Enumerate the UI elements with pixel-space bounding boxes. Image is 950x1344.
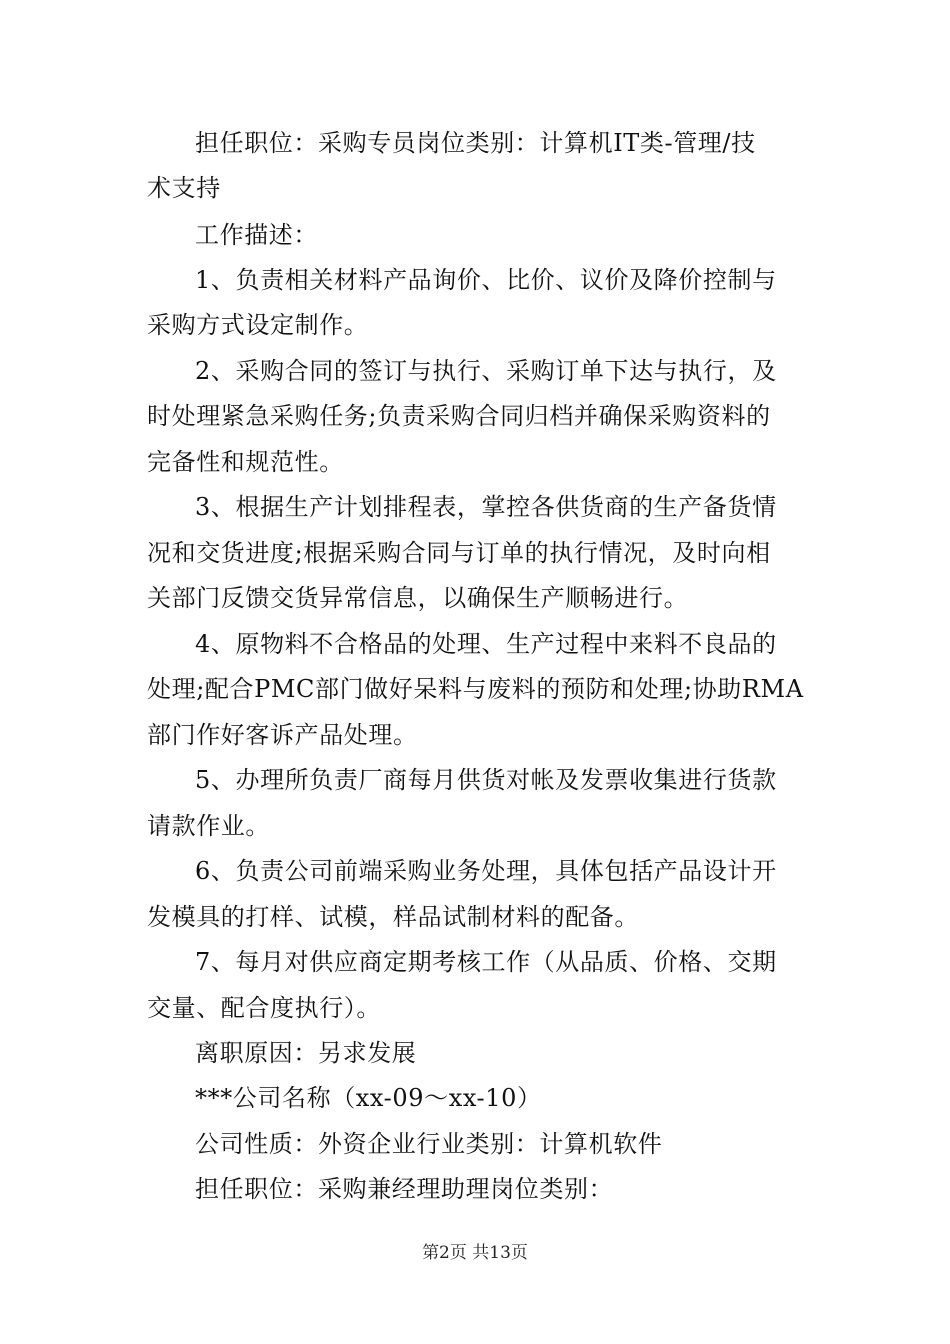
text-line: 术支持 xyxy=(147,174,221,202)
text-line: 4、原物料不合格品的处理、生产过程中来料不良品的 xyxy=(195,630,777,658)
text-line: 部门作好客诉产品处理。 xyxy=(147,721,418,749)
text-line: 7、每月对供应商定期考核工作（从品质、价格、交期 xyxy=(195,948,777,976)
text-line: 处理;配合PMC部门做好呆料与废料的预防和处理;协助RMA xyxy=(147,675,804,703)
text-line: 担任职位：采购兼经理助理岗位类别： xyxy=(195,1175,614,1203)
text-line: 6、负责公司前端采购业务处理，具体包括产品设计开 xyxy=(195,857,777,885)
text-line: 离职原因：另求发展 xyxy=(195,1039,417,1067)
text-line: 3、根据生产计划排程表，掌控各供货商的生产备货情 xyxy=(195,493,777,521)
text-line: 时处理紧急采购任务;负责采购合同归档并确保采购资料的 xyxy=(147,402,771,430)
text-line: 完备性和规范性。 xyxy=(147,448,344,476)
text-line: 请款作业。 xyxy=(147,812,270,840)
text-line: 交量、配合度执行）。 xyxy=(147,994,381,1022)
text-line: 采购方式设定制作。 xyxy=(147,311,369,339)
text-line: 1、负责相关材料产品询价、比价、议价及降价控制与 xyxy=(195,266,777,294)
section-heading: 工作描述： xyxy=(195,221,318,249)
text-line: 况和交货进度;根据采购合同与订单的执行情况，及时向相 xyxy=(147,539,771,567)
text-line: 2、采购合同的签订与执行、采购订单下达与执行，及 xyxy=(195,357,777,385)
text-line: 担任职位：采购专员岗位类别：计算机IT类-管理/技 xyxy=(195,129,756,157)
text-line: 关部门反馈交货异常信息，以确保生产顺畅进行。 xyxy=(147,584,689,612)
text-line: 公司性质：外资企业行业类别：计算机软件 xyxy=(195,1130,663,1158)
text-line: ***公司名称（xx-09～xx-10） xyxy=(195,1084,542,1112)
text-line: 发模具的打样、试模，样品试制材料的配备。 xyxy=(147,903,639,931)
page-footer: 第2页 共13页 xyxy=(422,1243,528,1263)
text-line: 5、办理所负责厂商每月供货对帐及发票收集进行货款 xyxy=(195,766,777,794)
